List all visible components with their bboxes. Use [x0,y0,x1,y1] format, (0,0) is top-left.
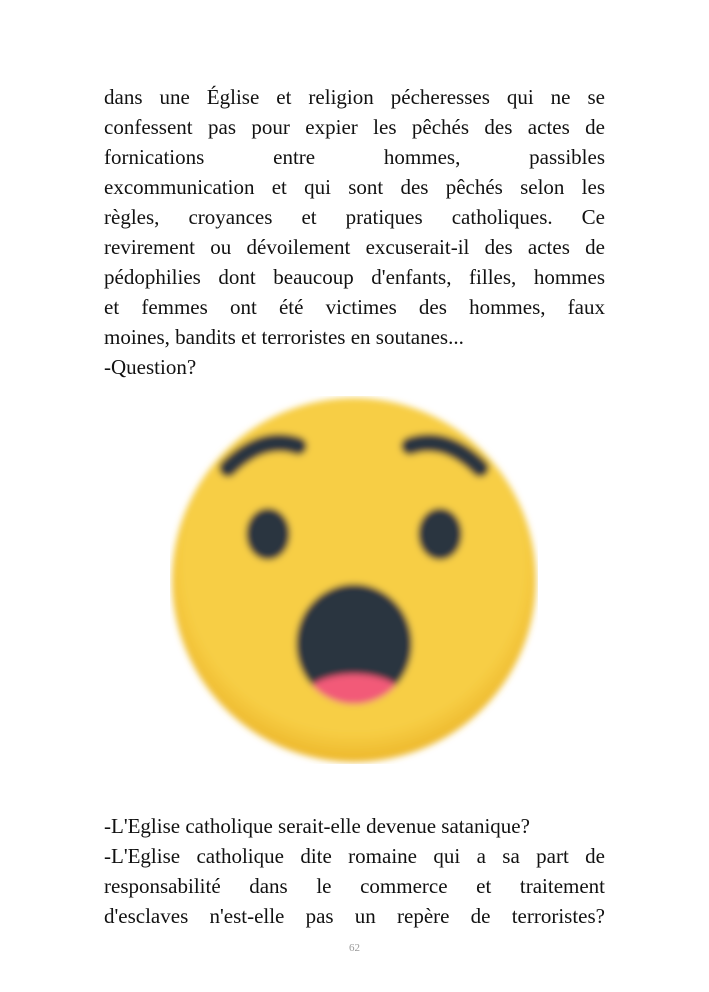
paragraph-bottom [104,811,605,931]
text-line: responsabilité dans le commerce et traitement [104,874,605,898]
right-eye [418,508,462,560]
text-line: -L'Eglise catholique dite romaine qui a sa part de [104,844,605,868]
text-line: pédophilies dont beaucoup d'enfants, filles, hommes [104,265,605,289]
text-line: confessent pas pour expier les pêchés des actes de [104,115,605,139]
left-eye [246,508,290,560]
text-line: revirement ou dévoilement excuserait-il des actes de [104,235,605,259]
page-number: 62 [349,942,360,954]
paragraph-top [104,82,605,382]
question-line: -L'Eglise catholique serait-elle devenue satanique? [104,814,530,838]
text-line: fornications entre hommes, passibles [104,145,605,169]
text-line: excommunication et qui sont des pêchés selon les [104,175,605,199]
text-line: moines, bandits et terroristes en soutanes... [104,325,464,349]
text-line: dans une Église et religion pécheresses qui ne se [104,85,605,109]
face-circle [172,398,536,762]
text-line: d'esclaves n'est-elle pas un repère de terroristes? [104,904,605,928]
text-line: règles, croyances et pratiques catholiques. Ce [104,205,605,229]
question-line: -Question? [104,355,197,379]
emoji-graphic [170,396,538,764]
astonished-face-emoji-icon [170,396,538,764]
text-line: et femmes ont été victimes des hommes, faux [104,295,605,319]
